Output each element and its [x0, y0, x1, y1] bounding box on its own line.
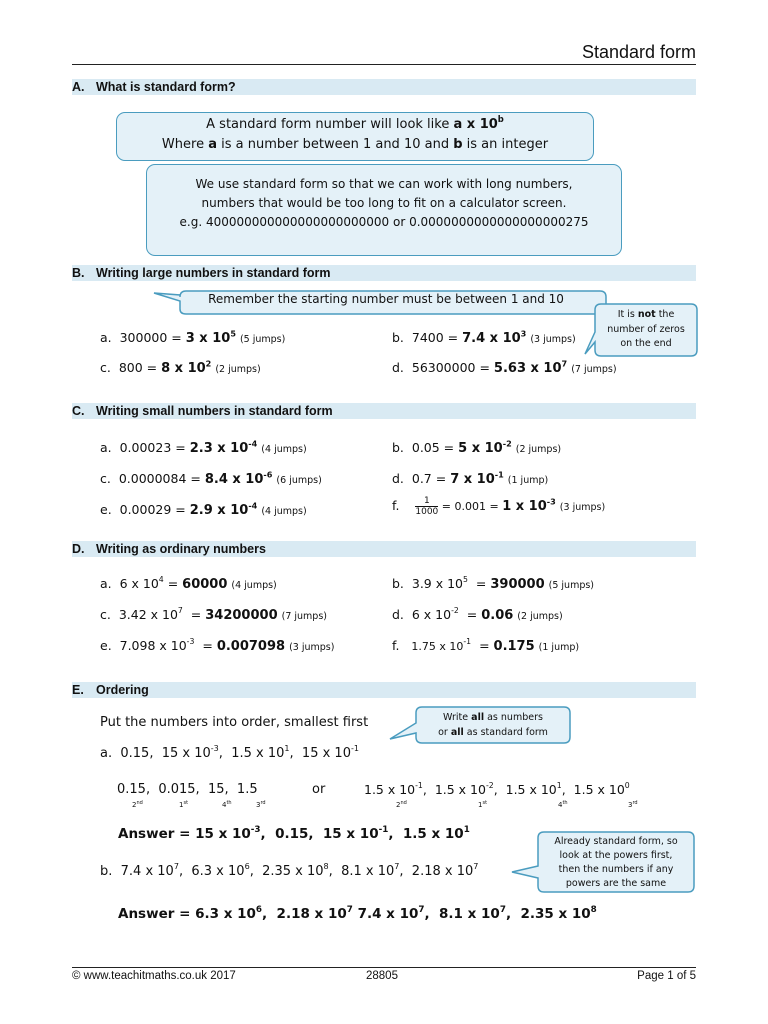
answer-label: Answer =: [118, 906, 196, 922]
ordering-note-text: [420, 710, 566, 740]
item-question: = 0.001 =: [438, 500, 503, 513]
item-exp: 3: [520, 328, 527, 339]
rank: [256, 800, 266, 809]
note-bold: all: [471, 712, 485, 723]
answer-value: 15 x 10: [195, 826, 251, 842]
rank-suffix: st: [183, 800, 189, 806]
item-label: f.: [392, 638, 400, 653]
note-part: It is: [617, 309, 638, 320]
d-item-f: [392, 638, 579, 654]
answer-value: 15 x 10: [322, 826, 379, 842]
note-part: as numbers: [484, 712, 543, 723]
value: 6.3 x 10: [191, 864, 245, 879]
fraction-numerator: 1: [415, 496, 438, 507]
value: 7.4 x 10: [120, 864, 174, 879]
item-label: d.: [392, 471, 404, 486]
note-line: Already standard form, so: [554, 836, 678, 847]
answer-b: [118, 906, 597, 922]
c-item-c: [100, 471, 322, 487]
footer-code: 28805: [366, 970, 398, 982]
item-jumps: (2 jumps): [517, 611, 563, 622]
item-qexp: -2: [451, 606, 459, 616]
answer-exp: 7: [418, 904, 425, 915]
item-jumps: (7 jumps): [571, 364, 617, 375]
rank-num: 4: [222, 801, 227, 809]
def-text: A standard form number will look like: [206, 117, 454, 132]
section-d-header: [72, 541, 696, 557]
answer-exp: -1: [378, 824, 389, 835]
section-title: Ordering: [96, 683, 149, 697]
value: 1.5 x 10: [231, 746, 285, 761]
answer-value: 2.18 x 10: [276, 906, 347, 922]
sep: ,: [262, 906, 277, 922]
item-jumps: (2 jumps): [215, 364, 261, 375]
note-part: or: [438, 727, 451, 738]
title-rule: [72, 64, 696, 65]
item-question: 6 x 10: [411, 607, 452, 622]
sep: ,: [289, 746, 294, 761]
value: 1.5: [236, 782, 258, 797]
item-label: d.: [392, 607, 404, 622]
item-answer: 5.63 x 10: [493, 361, 562, 376]
exp: 8: [323, 861, 329, 871]
exp: 1: [284, 743, 290, 753]
exp: 1: [556, 781, 562, 791]
ordering-values-numbers: [117, 782, 258, 797]
note-part: Write: [443, 712, 472, 723]
explanation-line: We use standard form so that we can work with long numbers,: [195, 177, 573, 191]
sep: ,: [328, 864, 342, 879]
item-question: 56300000 =: [411, 360, 494, 375]
item-answer: 60000: [182, 577, 228, 592]
item-jumps: (3 jumps): [559, 502, 606, 513]
item-label: b.: [100, 864, 113, 879]
or-label: or: [312, 782, 326, 797]
rank-num: 4: [558, 801, 563, 809]
rank: [628, 800, 638, 809]
value: 15,: [207, 782, 229, 797]
note-part: the: [655, 309, 675, 320]
section-e-header: [72, 682, 696, 698]
item-question: 0.7 =: [411, 471, 451, 486]
item-question: 1.75 x 10: [411, 640, 464, 653]
answer-exp: 7: [499, 904, 506, 915]
exp: -1: [415, 781, 423, 791]
b-item-b: [392, 330, 576, 346]
rank-suffix: th: [226, 800, 232, 806]
value: 1.5 x 10: [364, 782, 416, 797]
exp: 6: [244, 861, 250, 871]
note-line: then the numbers if any: [558, 864, 674, 875]
item-exp: -3: [546, 496, 556, 507]
note-line: look at the powers first,: [559, 850, 673, 861]
sep: ,: [399, 864, 412, 879]
rank-num: 3: [628, 801, 633, 809]
sep: ,: [561, 782, 566, 797]
exp: 0: [624, 781, 630, 791]
item-jumps: (6 jumps): [276, 475, 322, 486]
def-text: is a number between 1 and 10 and: [216, 137, 454, 152]
rank-num: 1: [478, 801, 483, 809]
rank-suffix: st: [482, 800, 488, 806]
item-answer: 7 x 10: [450, 472, 495, 487]
item-exp: 2: [205, 358, 212, 369]
def-b: b: [453, 137, 463, 152]
value: 15 x 10: [161, 746, 211, 761]
explanation-example: e.g. 400000000000000000000000 or 0.0000000000000000000275: [179, 215, 589, 229]
value: 1.5 x 10: [573, 782, 625, 797]
item-exp: -2: [502, 438, 512, 449]
item-answer: 0.175: [493, 639, 535, 654]
def-formula: a x 10: [453, 117, 498, 132]
def-a: a: [208, 137, 217, 152]
answer-value: 7.4 x 10: [357, 906, 419, 922]
item-question: 0.05 =: [411, 440, 459, 455]
item-jumps: (3 jumps): [530, 334, 576, 345]
item-label: c.: [100, 607, 111, 622]
value: 8.1 x 10: [341, 864, 395, 879]
rank: [179, 800, 188, 809]
item-answer: 390000: [490, 577, 545, 592]
item-question: 6 x 10: [119, 576, 159, 591]
item-label: a.: [100, 440, 112, 455]
definition-box: [116, 112, 594, 161]
exp: -1: [350, 743, 359, 753]
ordering-question-b: [100, 861, 479, 879]
item-jumps: (4 jumps): [231, 580, 277, 591]
item-jumps: (1 jump): [538, 642, 580, 653]
def-exp: b: [497, 114, 504, 125]
item-jumps: (3 jumps): [289, 642, 335, 653]
d-item-c: [100, 607, 327, 623]
rank-num: 3: [256, 801, 261, 809]
d-item-b: [392, 576, 594, 592]
item-label: e.: [100, 502, 112, 517]
sep: ,: [505, 906, 521, 922]
value: 2.35 x 10: [262, 864, 324, 879]
item-eq: =: [194, 638, 217, 653]
section-c-header: [72, 403, 696, 419]
rank: [396, 800, 407, 809]
explanation-box: [146, 164, 622, 256]
answer-value: 6.3 x 10: [195, 906, 256, 922]
item-answer: 3 x 10: [185, 331, 231, 346]
item-label: f.: [392, 498, 400, 513]
item-answer: 2.3 x 10: [189, 441, 249, 456]
b-item-d: [392, 360, 617, 376]
note-line: number of zeros: [607, 323, 685, 335]
value: 1.5 x 10: [505, 782, 557, 797]
c-item-f: [392, 496, 605, 517]
note-bold: all: [450, 727, 464, 738]
footer-copyright: © www.teachitmaths.co.uk 2017: [72, 970, 236, 982]
d-item-d: [392, 607, 563, 623]
item-exp: -4: [248, 438, 258, 449]
sep: ,: [260, 826, 276, 842]
fraction-denominator: 1000: [415, 507, 439, 517]
item-answer: 8.4 x 10: [204, 472, 264, 487]
note-line: powers are the same: [565, 878, 667, 889]
section-letter: A.: [72, 80, 85, 94]
rank: [558, 800, 568, 809]
rank-suffix: nd: [400, 800, 407, 806]
item-jumps: (2 jumps): [515, 444, 562, 455]
section-title: What is standard form?: [96, 80, 236, 94]
d-item-a: [100, 576, 277, 592]
c-item-b: [392, 440, 561, 456]
powers-note-text: [540, 835, 692, 891]
exp: -3: [210, 743, 219, 753]
item-answer: 0.007098: [216, 639, 286, 654]
answer-label: Answer =: [118, 826, 196, 842]
section-letter: D.: [72, 542, 85, 556]
answer-value: 0.15,: [275, 826, 323, 842]
item-answer: 0.06: [481, 608, 514, 623]
rank: [132, 800, 143, 809]
reminder-text: Remember the starting number must be between 1 and 10: [208, 292, 564, 306]
page-title: Standard form: [581, 42, 696, 62]
sep: ,: [178, 864, 192, 879]
answer-value: 1.5 x 10: [402, 826, 464, 842]
rank-num: 2: [396, 801, 401, 809]
sep: ,: [218, 746, 223, 761]
footer-rule: [72, 967, 696, 968]
item-eq: =: [182, 607, 206, 622]
item-label: a.: [100, 576, 112, 591]
item-question: 300000 =: [119, 330, 186, 345]
rank: [222, 800, 232, 809]
item-exp: 5: [230, 328, 236, 339]
section-title: Writing as ordinary numbers: [96, 542, 266, 556]
item-answer: 5 x 10: [458, 441, 503, 456]
item-qexp: 4: [158, 575, 164, 585]
item-exp: 7: [561, 358, 568, 369]
answer-exp: -3: [250, 824, 261, 835]
answer-a: [118, 826, 470, 842]
item-answer: 8 x 10: [161, 361, 206, 376]
item-question: 3.9 x 10: [411, 576, 464, 591]
item-jumps: (5 jumps): [548, 580, 595, 591]
item-question: 3.42 x 10: [118, 607, 178, 622]
value: 0.015,: [158, 782, 200, 797]
fraction: [415, 496, 438, 517]
sep: ,: [249, 864, 263, 879]
note-bold: not: [637, 309, 656, 320]
c-item-e: [100, 502, 307, 518]
value: 1.5 x 10: [434, 782, 486, 797]
rank-suffix: rd: [632, 800, 638, 806]
answer-exp: 8: [590, 904, 597, 915]
exp: 7: [173, 861, 179, 871]
rank-suffix: nd: [136, 800, 143, 806]
section-letter: B.: [72, 266, 85, 280]
rank-suffix: th: [562, 800, 568, 806]
item-label: a.: [100, 330, 112, 345]
value: 15 x 10: [301, 746, 351, 761]
item-exp: -6: [263, 469, 273, 480]
item-jumps: (7 jumps): [281, 611, 327, 622]
section-letter: C.: [72, 404, 85, 418]
answer-exp: 7: [346, 904, 353, 915]
item-qexp: 7: [177, 606, 183, 616]
ordering-instruction: Put the numbers into order, smallest first: [100, 715, 369, 730]
rank-num: 2: [132, 801, 137, 809]
item-question: 0.0000084 =: [118, 471, 205, 486]
exp: 7: [473, 861, 479, 871]
item-eq: =: [458, 607, 482, 622]
item-qexp: -1: [463, 637, 472, 647]
ordering-values-standard: [364, 782, 630, 797]
section-title: Writing large numbers in standard form: [96, 266, 331, 280]
item-jumps: (5 jumps): [239, 334, 286, 345]
c-item-d: [392, 471, 548, 487]
sep: ,: [424, 906, 440, 922]
item-exp: -1: [494, 469, 504, 480]
answer-value: 2.35 x 10: [520, 906, 591, 922]
section-a-header: [72, 79, 696, 95]
item-question: 7.098 x 10: [119, 638, 187, 653]
item-answer: 1 x 10: [502, 499, 547, 514]
item-answer: 34200000: [205, 608, 278, 623]
item-label: b.: [392, 330, 404, 345]
ordering-question-a: [100, 743, 359, 761]
note-part: as standard form: [463, 727, 548, 738]
item-eq: =: [467, 576, 491, 591]
sep: ,: [422, 782, 427, 797]
answer-exp: 1: [463, 824, 470, 835]
item-eq: =: [471, 638, 494, 653]
d-item-e: [100, 638, 334, 654]
item-qexp: 5: [463, 575, 468, 585]
c-item-a: [100, 440, 307, 456]
item-label: b.: [392, 440, 404, 455]
item-label: a.: [100, 746, 113, 761]
value: 0.15,: [117, 782, 151, 797]
rank-suffix: rd: [260, 800, 266, 806]
value: 2.18 x 10: [411, 864, 474, 879]
answer-value: 8.1 x 10: [439, 906, 500, 922]
def-text: is an integer: [462, 137, 549, 152]
item-label: c.: [100, 360, 111, 375]
section-b-header: [72, 265, 696, 281]
item-label: b.: [392, 576, 404, 591]
item-eq: =: [163, 576, 183, 591]
sep: ,: [388, 826, 403, 842]
item-answer: 7.4 x 10: [462, 331, 521, 346]
item-answer: 2.9 x 10: [189, 503, 249, 518]
def-text: Where: [161, 137, 209, 152]
exp: 7: [394, 861, 400, 871]
item-question: 7400 =: [411, 330, 463, 345]
item-question: 0.00023 =: [119, 440, 190, 455]
item-jumps: (4 jumps): [261, 506, 307, 517]
section-letter: E.: [72, 683, 84, 697]
note-line: on the end: [620, 338, 672, 349]
item-question: 0.00029 =: [119, 502, 190, 517]
rank: [478, 800, 487, 809]
b-item-a: [100, 330, 285, 346]
section-title: Writing small numbers in standard form: [96, 404, 333, 418]
b-item-c: [100, 360, 261, 376]
item-exp: -4: [248, 500, 258, 511]
answer-exp: 6: [255, 904, 263, 915]
exp: -2: [485, 781, 494, 791]
rank-num: 1: [179, 801, 184, 809]
footer-page: Page 1 of 5: [637, 970, 696, 982]
item-question: 800 =: [118, 360, 162, 375]
item-jumps: (1 jump): [507, 475, 549, 486]
item-label: c.: [100, 471, 111, 486]
item-label: d.: [392, 360, 404, 375]
item-label: e.: [100, 638, 112, 653]
note-text: [595, 308, 697, 352]
item-jumps: (4 jumps): [261, 444, 307, 455]
value: 0.15,: [120, 746, 154, 761]
item-qexp: -3: [186, 637, 195, 647]
explanation-line: numbers that would be too long to fit on a calculator screen.: [201, 196, 567, 210]
sep: ,: [493, 782, 498, 797]
